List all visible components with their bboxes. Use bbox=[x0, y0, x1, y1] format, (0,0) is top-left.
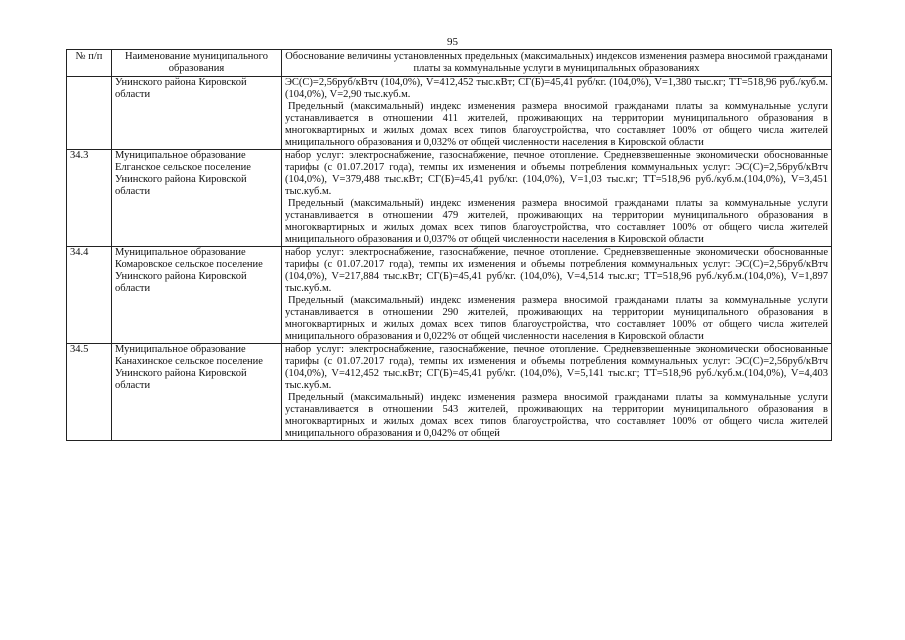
tariff-paragraph: ЭС(С)=2,56руб/кВтч (104,0%), V=412,452 тыс.кВт; СГ(Б)=45,41 руб/кг. (104,0%), V=1,380 тыс.кг; ТТ=518,96 руб./куб.м.(104,0%), V=2,90 тыс.куб.м. bbox=[285, 77, 828, 100]
index-paragraph: Предельный (максимальный) индекс изменения размера вносимой гражданами платы за коммунальные услуги устанавливается в отношении 411 жителей, проживающих на территории муниципального образования в многоквартирных и жилых домах всех типов благоустройства, что составляет 100% от общего числа жителей мниципального образования и 0,032% от общей численности населения в Кировской области bbox=[285, 101, 828, 148]
row-number: 34.5 bbox=[67, 344, 112, 441]
justification-cell bbox=[282, 150, 832, 247]
index-paragraph: Предельный (максимальный) индекс изменения размера вносимой гражданами платы за коммунальные услуги устанавливается в отношении 290 жителей, проживающих на территории муниципального образования в многоквартирных и жилых домах всех типов благоустройства, что составляет 100% от общего числа жителей мниципального образования и 0,022% от общей численности населения в Кировской области bbox=[285, 295, 828, 342]
justification-cell bbox=[282, 344, 832, 441]
table-row bbox=[67, 344, 832, 441]
index-paragraph: Предельный (максимальный) индекс изменения размера вносимой гражданами платы за коммунальные услуги устанавливается в отношении 479 жителей, проживающих на территории муниципального образования в многоквартирных и жилых домах всех типов благоустройства, что составляет 100% от общего числа жителей мниципального образования и 0,037% от общей численности населения в Кировской области bbox=[285, 198, 828, 245]
row-number: 34.4 bbox=[67, 247, 112, 344]
table-row bbox=[67, 247, 832, 344]
justification-cell bbox=[282, 247, 832, 344]
header-number: № п/п bbox=[67, 50, 112, 77]
table-header-row bbox=[67, 50, 832, 77]
row-number: 34.3 bbox=[67, 150, 112, 247]
row-number bbox=[67, 77, 112, 150]
justification-cell bbox=[282, 77, 832, 150]
page-number: 95 bbox=[447, 36, 458, 48]
header-municipality-name: Наименование муниципального образования bbox=[112, 50, 282, 77]
index-paragraph: Предельный (максимальный) индекс изменения размера вносимой гражданами платы за коммунальные услуги устанавливается в отношении 543 жителей, проживающих на территории муниципального образования в многоквартирных и жилых домах всех типов благоустройства, что составляет 100% от общего числа жителей мниципального образования и 0,042% от общей bbox=[285, 392, 828, 439]
tariff-paragraph: набор услуг: электроснабжение, газоснабжение, печное отопление. Средневзвешенные экономически обоснованные тарифы (с 01.07.2017 года), темпы их изменения и объемы потребления коммунальных услуг: ЭС(С)=2,56руб/кВтч (104,0%), V=379,488 тыс.кВт; СГ(Б)=45,41 руб/кг. (104,0%), V=1,03 тыс.кг; ТТ=518,96 руб./куб.м.(104,0%), V=3,451 тыс.куб.м. bbox=[285, 150, 828, 197]
tariff-index-table bbox=[66, 49, 832, 441]
municipality-name: Муниципальное образование Елганское сельское поселение Унинского района Кировской области bbox=[112, 150, 282, 247]
tariff-paragraph: набор услуг: электроснабжение, газоснабжение, печное отопление. Средневзвешенные экономически обоснованные тарифы (с 01.07.2017 года), темпы их изменения и объемы потребления коммунальных услуг: ЭС(С)=2,56руб/кВтч (104,0%), V=217,884 тыс.кВт; СГ(Б)=45,41 руб/кг. (104,0%), V=4,514 тыс.кг; ТТ=518,96 руб./куб.м.(104,0%), V=1,897 тыс.куб.м. bbox=[285, 247, 828, 294]
table-row bbox=[67, 77, 832, 150]
municipality-name: Муниципальное образование Комаровское сельское поселение Унинского района Кировской области bbox=[112, 247, 282, 344]
tariff-paragraph: набор услуг: электроснабжение, газоснабжение, печное отопление. Средневзвешенные экономически обоснованные тарифы (с 01.07.2017 года), темпы их изменения и объемы потребления коммунальных услуг: ЭС(С)=2,56руб/кВтч (104,0%), V=412,452 тыс.кВт; СГ(Б)=45,41 руб/кг. (104,0%), V=5,141 тыс.кг; ТТ=518,96 руб./куб.м.(104,0%), V=4,403 тыс.куб.м. bbox=[285, 344, 828, 391]
municipality-name: Унинского района Кировской области bbox=[112, 77, 282, 150]
table-row bbox=[67, 150, 832, 247]
municipality-name: Муниципальное образование Канахинское сельское поселение Унинского района Кировской области bbox=[112, 344, 282, 441]
header-justification: Обоснование величины установленных предельных (максимальных) индексов изменения размера вносимой гражданами платы за коммунальные услуги в муниципальных образованиях bbox=[282, 50, 832, 77]
